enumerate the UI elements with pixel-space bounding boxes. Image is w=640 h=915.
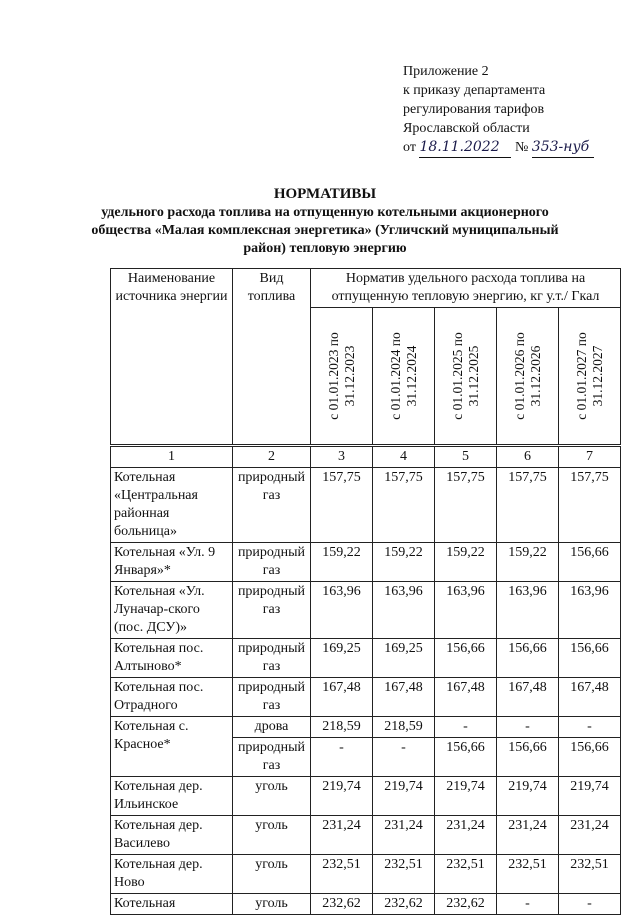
header-period-5: с 01.01.2027 по 31.12.2027 xyxy=(559,308,621,446)
row-value: - xyxy=(497,717,559,738)
table-row xyxy=(111,678,621,717)
row-name: Котельная пос. Отрадного xyxy=(111,678,233,717)
index-5: 5 xyxy=(435,446,497,468)
appendix-block xyxy=(403,62,594,158)
index-2: 2 xyxy=(233,446,311,468)
row-value: 163,96 xyxy=(559,582,621,639)
row-value: 157,75 xyxy=(373,468,435,543)
table-row xyxy=(111,894,621,915)
table-row xyxy=(111,717,621,738)
row-value: 232,51 xyxy=(311,855,373,894)
table-row xyxy=(111,816,621,855)
row-value: 157,75 xyxy=(311,468,373,543)
row-fuel: природный газ xyxy=(233,678,311,717)
row-value: - xyxy=(559,894,621,915)
row-value: 219,74 xyxy=(497,777,559,816)
row-value: 219,74 xyxy=(435,777,497,816)
norms-table xyxy=(110,268,621,915)
row-value: 159,22 xyxy=(311,543,373,582)
row-value: 167,48 xyxy=(373,678,435,717)
appendix-line-3: регулирования тарифов xyxy=(403,102,545,117)
header-norm: Норматив удельного расхода топлива на отпущенную тепловую энергию, кг у.т./ Гкал xyxy=(311,269,621,308)
row-value: 232,62 xyxy=(435,894,497,915)
row-name: Котельная «Ул. Луначар-ского (пос. ДСУ)» xyxy=(111,582,233,639)
row-fuel: природный газ xyxy=(233,468,311,543)
row-value: 219,74 xyxy=(311,777,373,816)
row-value: 169,25 xyxy=(311,639,373,678)
row-value: 156,66 xyxy=(497,639,559,678)
document-title: НОРМАТИВЫ xyxy=(273,186,377,202)
handwritten-number: 353-нуб xyxy=(531,139,590,155)
row-fuel: природный газ xyxy=(233,582,311,639)
appendix-line-2: к приказу департамента xyxy=(403,83,546,98)
row-value: 218,59 xyxy=(373,717,435,738)
header-period-3: с 01.01.2025 по 31.12.2025 xyxy=(435,308,497,446)
row-value: 163,96 xyxy=(311,582,373,639)
row-value: 231,24 xyxy=(559,816,621,855)
row-value: 232,62 xyxy=(311,894,373,915)
appendix-line-1: Приложение 2 xyxy=(403,64,489,79)
header-fuel: Вид топлива xyxy=(233,269,311,446)
table-row xyxy=(111,639,621,678)
document-subtitle: удельного расхода топлива на отпущенную котельными акционерного общества «Малая комплексная энергетика» (Угличский муниципальный район) тепловую энергию xyxy=(91,205,559,256)
table-row xyxy=(111,777,621,816)
row-value: 232,51 xyxy=(497,855,559,894)
row-value: 157,75 xyxy=(559,468,621,543)
index-4: 4 xyxy=(373,446,435,468)
row-value: 157,75 xyxy=(435,468,497,543)
row-value: 157,75 xyxy=(497,468,559,543)
row-value: 163,96 xyxy=(435,582,497,639)
row-value: 163,96 xyxy=(497,582,559,639)
row-name: Котельная дер. Ильинское xyxy=(111,777,233,816)
row-name: Котельная «Ул. 9 Января»* xyxy=(111,543,233,582)
row-fuel: природный газ xyxy=(233,738,311,777)
row-name: Котельная «Центральная районная больница» xyxy=(111,468,233,543)
row-value: 218,59 xyxy=(311,717,373,738)
row-value: 167,48 xyxy=(435,678,497,717)
row-value: - xyxy=(559,717,621,738)
row-value: 159,22 xyxy=(373,543,435,582)
row-value: 231,24 xyxy=(373,816,435,855)
row-fuel: природный газ xyxy=(233,639,311,678)
appendix-line-4: Ярославской области xyxy=(403,121,530,136)
row-value: 163,96 xyxy=(373,582,435,639)
row-name: Котельная пос. Алтыново* xyxy=(111,639,233,678)
row-value: - xyxy=(497,894,559,915)
row-value: 156,66 xyxy=(559,543,621,582)
row-value: 167,48 xyxy=(497,678,559,717)
row-name: Котельная xyxy=(111,894,233,915)
row-value: 232,51 xyxy=(373,855,435,894)
row-value: - xyxy=(435,717,497,738)
row-value: 231,24 xyxy=(497,816,559,855)
row-value: - xyxy=(373,738,435,777)
row-value: 232,51 xyxy=(435,855,497,894)
table-row xyxy=(111,543,621,582)
row-value: 219,74 xyxy=(373,777,435,816)
index-3: 3 xyxy=(311,446,373,468)
row-value: 219,74 xyxy=(559,777,621,816)
row-value: 156,66 xyxy=(497,738,559,777)
number-label: № xyxy=(514,140,529,155)
row-value: 156,66 xyxy=(559,738,621,777)
row-fuel: уголь xyxy=(233,894,311,915)
row-value: - xyxy=(311,738,373,777)
row-value: 159,22 xyxy=(497,543,559,582)
table-row xyxy=(111,468,621,543)
row-fuel: уголь xyxy=(233,816,311,855)
row-fuel: уголь xyxy=(233,777,311,816)
table-row xyxy=(111,582,621,639)
row-value: 167,48 xyxy=(559,678,621,717)
row-value: 232,51 xyxy=(559,855,621,894)
header-period-2: с 01.01.2024 по 31.12.2024 xyxy=(373,308,435,446)
table-row xyxy=(111,855,621,894)
appendix-date-line xyxy=(403,138,594,158)
index-row xyxy=(111,446,621,468)
row-value: 167,48 xyxy=(311,678,373,717)
index-1: 1 xyxy=(111,446,233,468)
row-value: 156,66 xyxy=(435,738,497,777)
header-source: Наименование источника энергии xyxy=(111,269,233,446)
index-7: 7 xyxy=(559,446,621,468)
row-fuel: природный газ xyxy=(233,543,311,582)
date-field xyxy=(419,138,511,158)
header-period-4: с 01.01.2026 по 31.12.2026 xyxy=(497,308,559,446)
row-name: Котельная дер. Василево xyxy=(111,816,233,855)
row-value: 159,22 xyxy=(435,543,497,582)
index-6: 6 xyxy=(497,446,559,468)
header-period-1: с 01.01.2023 по 31.12.2023 xyxy=(311,308,373,446)
row-fuel: уголь xyxy=(233,855,311,894)
row-value: 231,24 xyxy=(311,816,373,855)
row-value: 156,66 xyxy=(435,639,497,678)
row-value: 169,25 xyxy=(373,639,435,678)
row-fuel: дрова xyxy=(233,717,311,738)
row-value: 231,24 xyxy=(435,816,497,855)
row-name: Котельная дер. Ново xyxy=(111,855,233,894)
handwritten-date: 18.11.2022 xyxy=(419,139,500,155)
row-value: 156,66 xyxy=(559,639,621,678)
number-field xyxy=(532,138,594,158)
row-name: Котельная с. Красное* xyxy=(111,717,233,777)
from-label: от xyxy=(403,140,416,155)
row-value: 232,62 xyxy=(373,894,435,915)
